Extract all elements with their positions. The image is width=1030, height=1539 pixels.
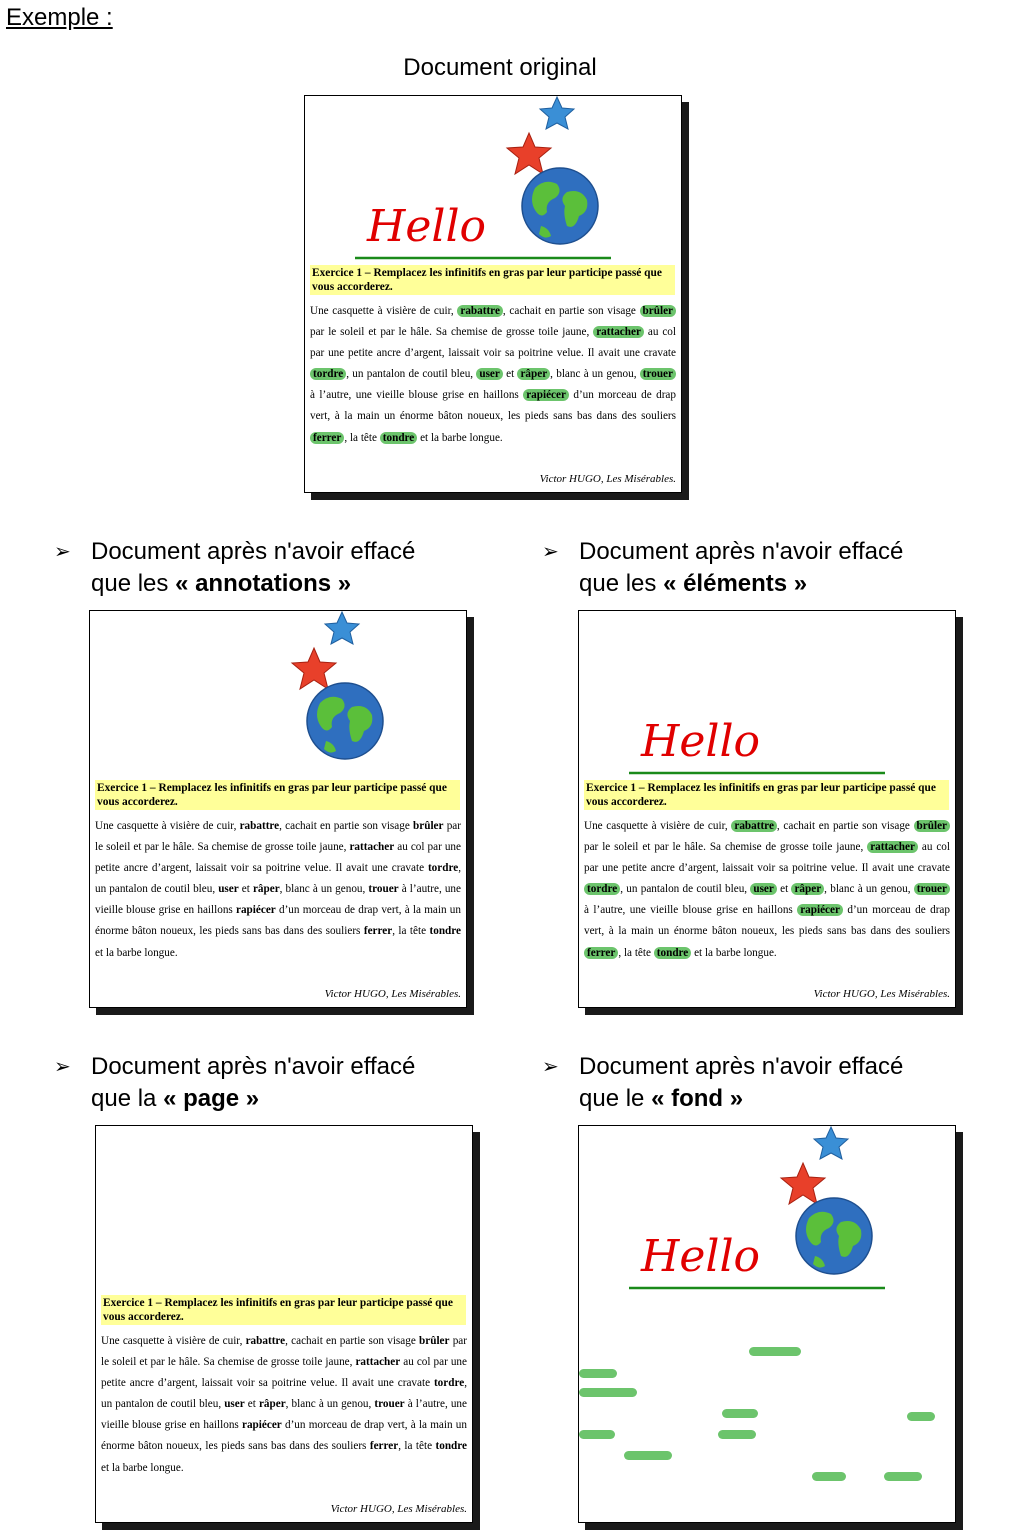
infinitive-word: rapiécer [236,904,276,917]
infinitive-word: râper [791,883,824,895]
highlight-stroke [579,1388,637,1397]
highlight-stroke [579,1430,615,1439]
infinitive-word: râper [258,1398,286,1411]
globe-icon [796,1198,872,1274]
document-original [304,95,682,493]
highlight-stroke [722,1409,758,1418]
exercise-text: Une casquette à visière de cuir, rabattre, cachait en partie son visage brûler par le soleil et par le hâle. Sa chemise de grosse toile jaune, rattacher au col par une petite ancre d’argent, laissait voir sa poitrine velue. Il avait une cravate tordre, un pantalon de coutil bleu, user et râper, blanc à un genou, trouer à l’autre, une vieille blouse grise en haillons rapiécer d’un morceau de drap vert, à la main un énorme bâton noueux, les pieds sans bas dans des souliers ferrer, la tête tondre et la barbe longue. [101,1335,467,1474]
document-no-annotations [89,610,467,1008]
infinitive-word: râper [517,368,550,380]
arrow-bullet-icon: ➢ [542,1056,559,1078]
infinitive-word: tondre [429,925,461,938]
star-blue-icon [814,1127,848,1159]
highlight-stroke [884,1472,922,1481]
infinitive-word: trouer [914,883,950,895]
star-red-icon [781,1163,825,1204]
exercise-text: Une casquette à visière de cuir, rabattre , cachait en partie son visage brûler par le soleil et par le hâle. Sa chemise de grosse toile jaune, rattacher au col par une petite ancre d’argent, laissait voir sa poitrine velue. Il avait une cravate tordre , un pantalon de coutil bleu, user et râper , blanc à un genou, trouer à l’autre, une vieille blouse grise en haillons rapiécer d’un morceau de drap vert, à la main un énorme bâton noueux, les pieds sans bas dans des souliers ferrer , la tête tondre et la barbe longue. [310,305,676,444]
infinitive-word: rabattre [245,1335,286,1347]
highlight-stroke [624,1451,672,1460]
globe-icon [307,683,383,759]
infinitive-word: tordre [310,368,346,380]
exercise-text: Une casquette à visière de cuir, rabattre, cachait en partie son visage brûler par le soleil et par le hâle. Sa chemise de grosse toile jaune, rattacher au col par une petite ancre d’argent, laissait voir sa poitrine velue. Il avait une cravate tordre, un pantalon de coutil bleu, user et râper, blanc à un genou, trouer à l’autre, une vieille blouse grise en haillons rapiécer d’un morceau de drap vert, à la main un énorme bâton noueux, les pieds sans bas dans des souliers ferrer, la tête tondre et la barbe longue. [95,820,461,959]
exercise-title: Exercice 1 – Remplacez les infinitifs en gras par leur participe passé que vous accorderez. [584,780,949,810]
infinitive-word: user [218,883,239,896]
original-document-title: Document original [403,54,597,81]
highlight-stroke [718,1430,756,1439]
infinitive-word: brûler [640,305,676,317]
star-blue-icon [540,97,574,129]
infinitive-word: rattacher [355,1356,401,1369]
infinitive-word: brûler [413,820,444,832]
infinitive-word: user [476,368,503,380]
exercise-title: Exercice 1 – Remplacez les infinitifs en gras par leur participe passé que vous accorderez. [101,1295,466,1325]
star-blue-icon [325,612,359,644]
highlight-stroke [907,1412,935,1421]
infinitive-word: brûler [914,820,950,832]
svg-text:Hello: Hello [641,1231,761,1282]
highlight-stroke [749,1347,801,1356]
highlight-stroke [579,1369,617,1378]
exercise-text: Une casquette à visière de cuir, rabattre , cachait en partie son visage brûler par le soleil et par le hâle. Sa chemise de grosse toile jaune, rattacher au col par une petite ancre d’argent, laissait voir sa poitrine velue. Il avait une cravate tordre , un pantalon de coutil bleu, user et râper , blanc à un genou, trouer à l’autre, une vieille blouse grise en haillons rapiécer d’un morceau de drap vert, à la main un énorme bâton noueux, les pieds sans bas dans des souliers ferrer , la tête tondre et la barbe longue. [584,820,950,959]
star-red-icon [292,648,336,689]
infinitive-word: trouer [374,1398,405,1411]
infinitive-word: trouer [640,368,676,380]
arrow-bullet-icon: ➢ [54,1056,71,1078]
infinitive-word: tondre [380,432,418,444]
infinitive-word: tordre [433,1377,465,1390]
infinitive-word: rattacher [349,841,395,854]
document-no-background [578,1125,956,1523]
document-no-page [95,1125,473,1523]
arrow-bullet-icon: ➢ [54,541,71,563]
star-red-icon [507,133,551,174]
globe-icon [522,168,598,244]
infinitive-word: trouer [368,883,399,896]
infinitive-word: rabattre [731,820,777,832]
highlight-stroke [812,1472,846,1481]
infinitive-word: rapiécer [242,1419,282,1432]
document-no-elements [578,610,956,1008]
infinitive-word: tordre [427,862,459,875]
infinitive-word: brûler [419,1335,450,1347]
infinitive-word: tordre [584,883,620,895]
infinitive-word: râper [252,883,280,896]
svg-text:Hello: Hello [641,716,761,767]
infinitive-word: ferrer [363,925,393,938]
exercise-title: Exercice 1 – Remplacez les infinitifs en gras par leur participe passé que vous accorderez. [95,780,460,810]
exercise-title: Exercice 1 – Remplacez les infinitifs en gras par leur participe passé que vous accorderez. [310,265,675,295]
hello-handwriting [629,716,885,773]
arrow-bullet-icon: ➢ [542,541,559,563]
infinitive-word: ferrer [369,1440,399,1453]
infinitive-word: ferrer [584,947,618,959]
infinitive-word: tondre [435,1440,467,1453]
infinitive-word: rattacher [593,326,644,338]
citation: Victor HUGO, Les Misérables. [539,473,676,485]
infinitive-word: rattacher [867,841,918,853]
citation: Victor HUGO, Les Misérables. [330,1503,467,1515]
infinitive-word: user [750,883,777,895]
infinitive-word: ferrer [310,432,344,444]
infinitive-word: user [224,1398,245,1411]
citation: Victor HUGO, Les Misérables. [813,988,950,1000]
svg-text:Hello: Hello [367,201,487,252]
infinitive-word: rapiécer [523,389,569,401]
citation: Victor HUGO, Les Misérables. [324,988,461,1000]
infinitive-word: rabattre [457,305,503,317]
infinitive-word: rabattre [239,820,280,832]
infinitive-word: rapiécer [797,904,843,916]
example-heading: Exemple : [6,4,113,31]
infinitive-word: tondre [654,947,692,959]
